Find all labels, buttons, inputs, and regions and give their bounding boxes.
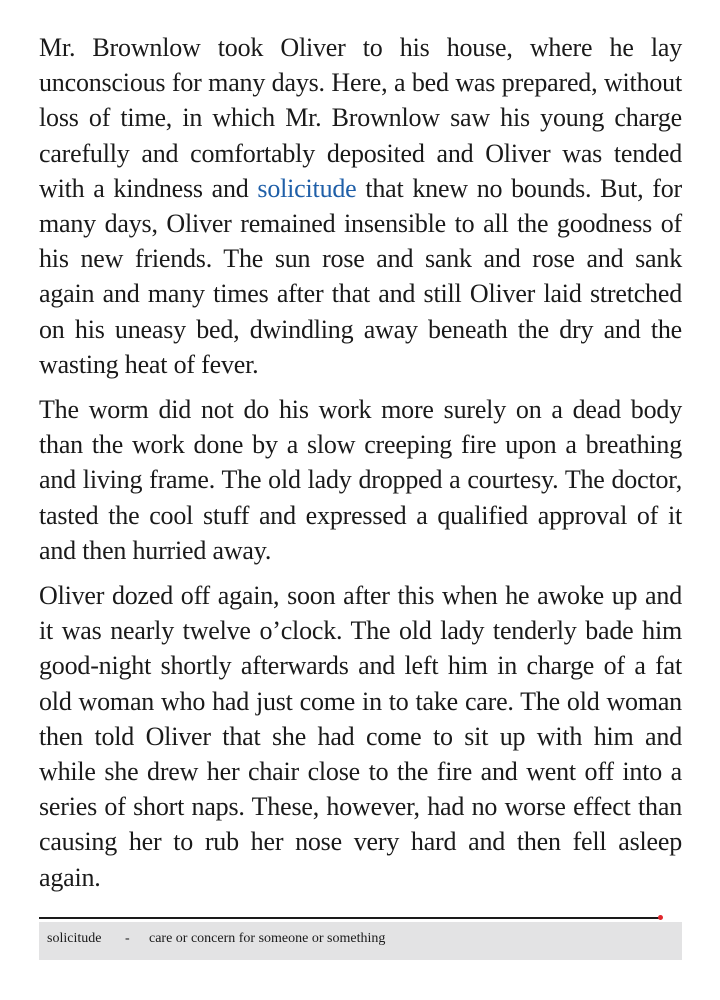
paragraph-2: The worm did not do his work more surely on a dead body than the work done by a slow creeping fire upon a breathing and living frame. The old lady dropped a courtesy. The doctor, tasted the cool stuff and expressed a qualified approval of it and then hurried away. [39, 395, 682, 565]
story-text [39, 30, 682, 905]
glossary-separator: - [125, 931, 130, 946]
glossary-keyword[interactable]: solicitude [257, 173, 357, 203]
red-dot-icon [658, 915, 663, 920]
glossary-definition: care or concern for someone or something [149, 931, 386, 946]
paragraph-1-text-end: that knew no bounds. But, for many days, Oliver remained insensible to all the goodness of his new friends. The sun rose and sank and rose and sank again and many times after that and still Oliver laid stretched on his uneasy bed, dwindling away beneath the dry and the wasting heat of fever. [39, 173, 682, 379]
paragraph-1-text-start: Mr. Brownlow took Oliver to his house, where he lay unconscious for many days. Here, a bed was prepared, without loss of time, in which Mr. Brownlow saw his young charge carefully and comfortably deposited and Oliver was tended with a kindness and [39, 33, 682, 203]
footnote-divider [39, 917, 682, 919]
paragraph-1 [39, 30, 682, 382]
glossary-box [39, 922, 682, 960]
glossary-term: solicitude [47, 931, 102, 946]
divider-line [39, 917, 659, 919]
paragraph-3: Oliver dozed off again, soon after this when he awoke up and it was nearly twelve o’clock. The old lady tenderly bade him good-night shortly afterwards and left him in charge of a fat old woman who had just come in to take care. The old woman then told Oliver that she had come to sit up with him and while she drew her chair close to the fire and went off into a series of short naps. These, however, had no worse effect than causing her to rub her nose very hard and then fell asleep again. [39, 581, 682, 892]
